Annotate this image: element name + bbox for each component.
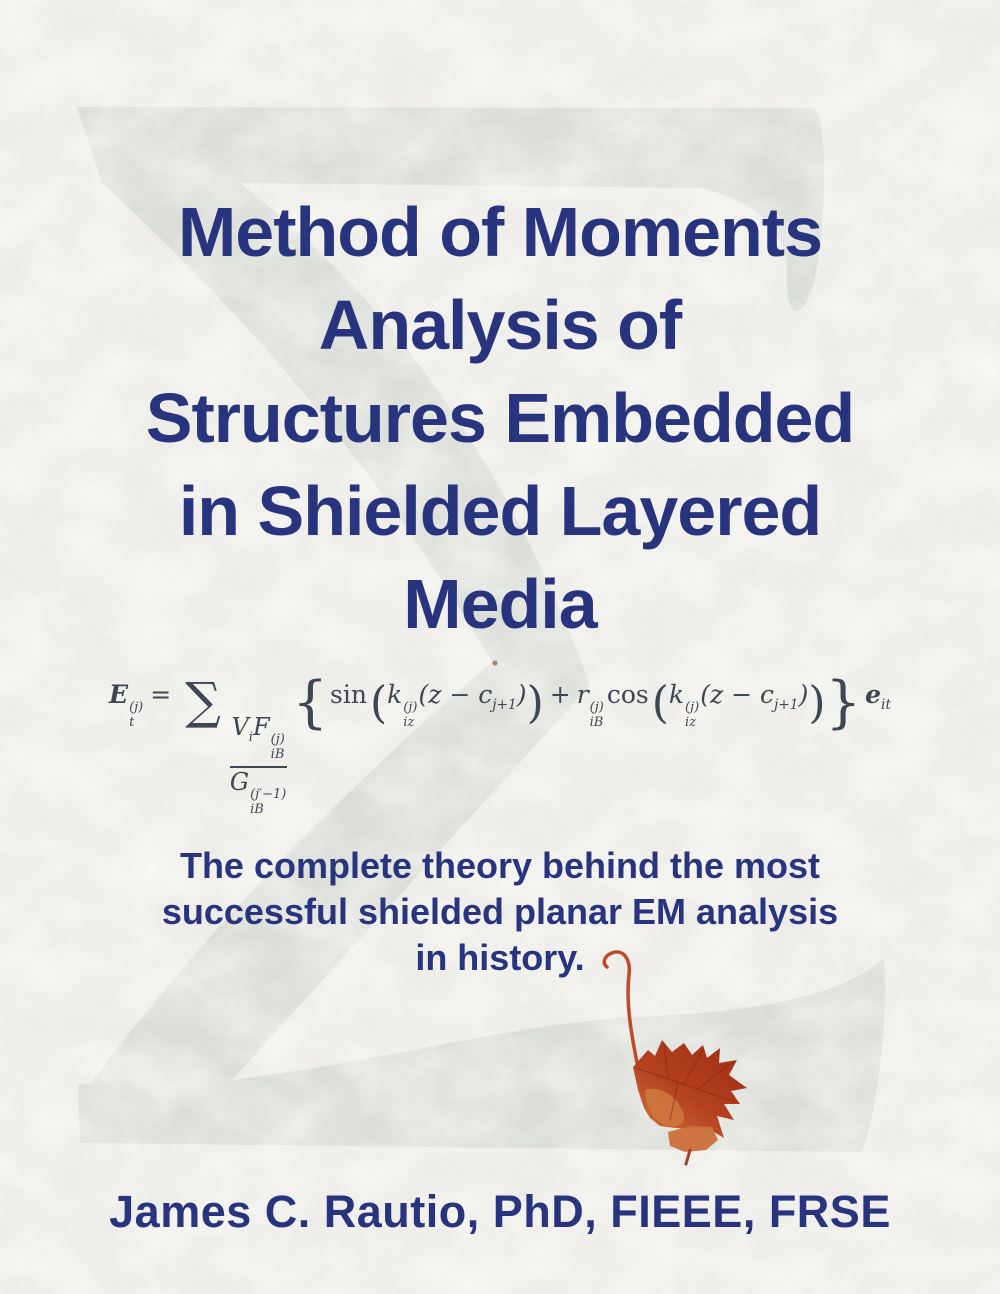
- subtitle-line-1: The complete theory behind the most: [179, 845, 821, 886]
- eq-k1-scripts: [403, 701, 417, 731]
- title-line-2: Analysis of: [318, 286, 682, 364]
- field-equation: [0, 670, 1000, 818]
- eq-k1-sup: (j): [403, 699, 418, 715]
- eq-close-brace: }: [825, 670, 862, 736]
- eq-k1-sub: iz: [403, 714, 415, 730]
- eq-sum-symbol: ∑: [185, 671, 221, 730]
- author-name: James C. Rautio, PhD, FIEEE, FRSE: [109, 1186, 891, 1237]
- eq-fraction: [230, 715, 287, 818]
- equation-row: [109, 670, 891, 818]
- eq-sin: sin: [330, 679, 367, 709]
- eq-den-G: G: [229, 768, 250, 797]
- eq-denominator: [230, 770, 287, 818]
- eq-den-G-sub: iB: [250, 802, 264, 818]
- book-title: [0, 186, 1000, 651]
- eq-open-paren-2: (: [651, 677, 669, 729]
- eq-numerator: [231, 715, 285, 763]
- eq-r-sub: iB: [589, 714, 604, 730]
- eq-r-sup: (j): [589, 699, 604, 715]
- eq-close-paren-1: ): [526, 677, 544, 729]
- eq-k2-scripts: [685, 701, 699, 731]
- eq-arg1-tail: ): [516, 679, 527, 709]
- eq-arg1-head: (z − c: [418, 679, 493, 709]
- eq-cos: cos: [606, 679, 649, 709]
- eq-num-F-sup: (j): [270, 732, 285, 748]
- eq-lhs-sup: (j): [129, 699, 144, 715]
- eq-lhs-base: E: [109, 679, 129, 709]
- subtitle-line-3: in history.: [415, 937, 585, 978]
- eq-num-V: V: [231, 713, 249, 742]
- subtitle-line-2: successful shielded planar EM analysis: [161, 891, 839, 932]
- eq-num-V-sub: i: [248, 730, 253, 746]
- eq-num-F: F: [253, 713, 270, 742]
- eq-equals: =: [150, 679, 172, 709]
- title-line-4: in Shielded Layered: [178, 472, 822, 550]
- eq-k2-base: k: [668, 679, 685, 709]
- eq-k2-sup: (j): [685, 699, 700, 715]
- eq-arg2-sub: j+1: [774, 696, 799, 713]
- eq-num-F-scripts: [271, 733, 285, 763]
- eq-basis-base: e: [865, 679, 882, 709]
- eq-plus: +: [549, 679, 571, 709]
- eq-lhs-sub: t: [129, 714, 135, 730]
- eq-k2-sub: iz: [685, 714, 697, 730]
- eq-arg2-tail: ): [798, 679, 809, 709]
- eq-open-brace: {: [292, 670, 329, 736]
- eq-basis-sub: it: [881, 696, 891, 713]
- eq-lhs-scripts: [129, 701, 143, 731]
- eq-arg2-head: (z − c: [700, 679, 775, 709]
- eq-r-base: r: [576, 679, 589, 709]
- title-line-1: Method of Moments: [177, 193, 823, 271]
- subtitle: [0, 843, 1000, 981]
- eq-num-F-sub: iB: [270, 747, 285, 763]
- eq-r-scripts: [590, 701, 604, 731]
- eq-k1-base: k: [387, 679, 403, 709]
- eq-close-paren-2: ): [808, 677, 826, 729]
- title-line-3: Structures Embedded: [145, 379, 855, 457]
- eq-den-G-sup: (j′−1): [250, 787, 287, 803]
- eq-den-G-scripts: [250, 788, 286, 818]
- title-line-5: Media: [403, 565, 597, 643]
- eq-arg1-sub: j+1: [492, 696, 517, 713]
- eq-open-paren-1: (: [369, 677, 388, 729]
